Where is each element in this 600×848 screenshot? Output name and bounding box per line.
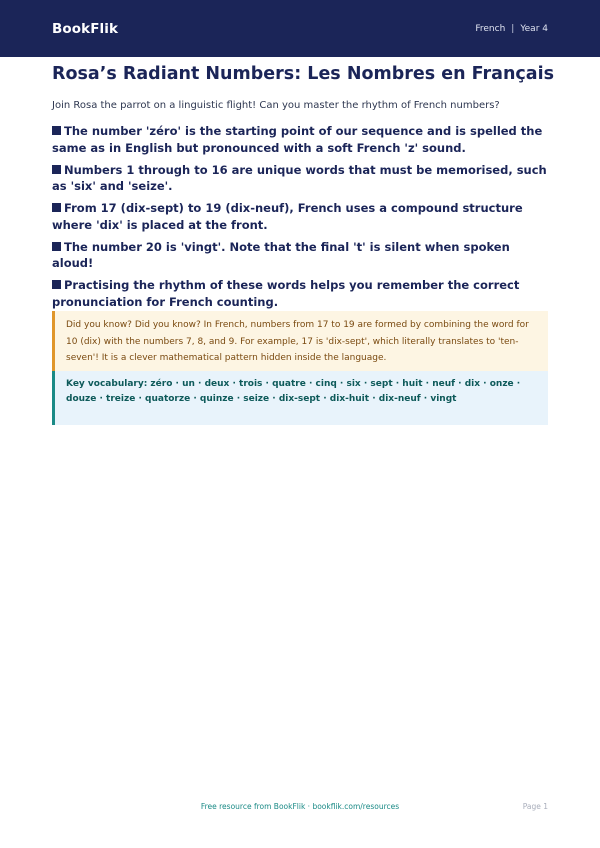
fact-list xyxy=(52,123,552,316)
list-item-text: Numbers 1 through to 16 are unique words that must be memorised, such as 'six' and 'seize'. xyxy=(52,162,547,193)
list-item-text: The number 20 is 'vingt'. Note that the final 't' is silent when spoken aloud! xyxy=(52,239,510,270)
footer xyxy=(0,802,600,814)
intro-text: Join Rosa the parrot on a linguistic flight! Can you master the rhythm of French numbers? xyxy=(52,100,500,111)
header-bar xyxy=(0,0,600,57)
list-item xyxy=(52,200,552,233)
footer-credit-link[interactable]: Free resource from BookFlik · bookflik.com/resources xyxy=(200,802,400,811)
page-number: Page 1 xyxy=(522,802,548,811)
did-you-know-box xyxy=(52,311,548,371)
square-bullet-icon xyxy=(52,280,61,289)
list-item xyxy=(52,162,552,195)
meta-separator: | xyxy=(511,23,515,34)
list-item-text: From 17 (dix-sept) to 19 (dix-neuf), French uses a compound structure where 'dix' is placed at the front. xyxy=(52,201,523,232)
key-vocabulary-box xyxy=(52,371,548,425)
list-item xyxy=(52,277,552,310)
list-item xyxy=(52,123,552,156)
brand-logo[interactable]: BookFlik xyxy=(52,20,119,37)
key-vocabulary-text: Key vocabulary: zéro · un · deux · trois · quatre · cinq · six · sept · huit · neuf · dix · onze · douze · treize · quatorze · quinze · seize · dix-sept · dix-huit · dix-neuf · vingt xyxy=(66,379,521,404)
subject-meta xyxy=(475,24,548,34)
subject-label: French xyxy=(475,23,506,34)
square-bullet-icon xyxy=(52,203,61,212)
square-bullet-icon xyxy=(52,242,61,251)
did-you-know-text: Did you know? Did you know? In French, numbers from 17 to 19 are formed by combining the word for 10 (dix) with the numbers 7, 8, and 9. For example, 17 is 'dix-sept', which literally translates to 'ten-seven'! It is a clever mathematical pattern hidden inside the language. xyxy=(66,320,529,363)
square-bullet-icon xyxy=(52,126,61,135)
year-label: Year 4 xyxy=(520,23,548,34)
list-item xyxy=(52,239,552,272)
square-bullet-icon xyxy=(52,165,61,174)
page-title: Rosa’s Radiant Numbers: Les Nombres en Français xyxy=(52,64,555,84)
list-item-text: Practising the rhythm of these words helps you remember the correct pronunciation for French counting. xyxy=(52,278,520,309)
list-item-text: The number 'zéro' is the starting point of our sequence and is spelled the same as in English but pronounced with a soft French 'z' sound. xyxy=(52,124,543,155)
